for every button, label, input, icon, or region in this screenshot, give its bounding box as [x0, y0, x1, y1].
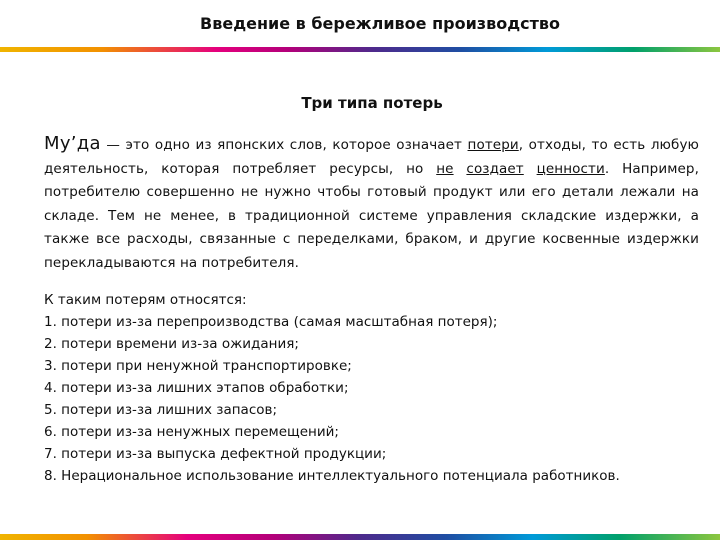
list-heading: К таким потерям относятся:	[44, 292, 247, 308]
intro-text-1: — это одно из японских слов, которое означает	[100, 137, 468, 153]
underlined-not: не	[436, 160, 454, 177]
list-item: 7. потери из-за выпуска дефектной продукции;	[44, 446, 387, 462]
underlined-creates: создает	[466, 160, 524, 177]
muda-term: Му’да	[44, 133, 101, 154]
underlined-value: ценности	[536, 160, 605, 177]
list-item: 1. потери из-за перепроизводства (самая масштабная потеря);	[44, 314, 498, 330]
intro-text-3: . Например, потребителю совершенно не нужно чтобы готовый продукт или его детали лежали на складе. Тем не менее, в традиционной системе управления складские издержки, а также все расходы, связанные с переделками, браком, и другие косвенные издержки перекладываются на потребителя.	[44, 160, 699, 271]
losses-list	[44, 289, 704, 487]
header-rainbow-stripe	[0, 47, 720, 52]
footer-rainbow-stripe	[0, 534, 720, 540]
list-item: 4. потери из-за лишних этапов обработки;	[44, 380, 349, 396]
list-item: 2. потери времени из-за ожидания;	[44, 336, 299, 352]
slide-subtitle: Три типа потерь	[301, 94, 443, 112]
intro-text-2: , отходы, то есть любую деятельность, которая потребляет ресурсы, но	[44, 137, 699, 177]
list-item: 5. потери из-за лишних запасов;	[44, 402, 278, 418]
space	[524, 161, 537, 177]
header-title: Введение в бережливое производство	[200, 14, 560, 33]
underlined-losses: потери	[467, 137, 519, 153]
list-item: 8. Нерациональное использование интеллектуального потенциала работников.	[44, 468, 620, 484]
list-item: 6. потери из-за ненужных перемещений;	[44, 424, 339, 440]
list-item: 3. потери при ненужной транспортировке;	[44, 358, 352, 374]
intro-paragraph	[44, 132, 699, 275]
space	[454, 161, 467, 177]
